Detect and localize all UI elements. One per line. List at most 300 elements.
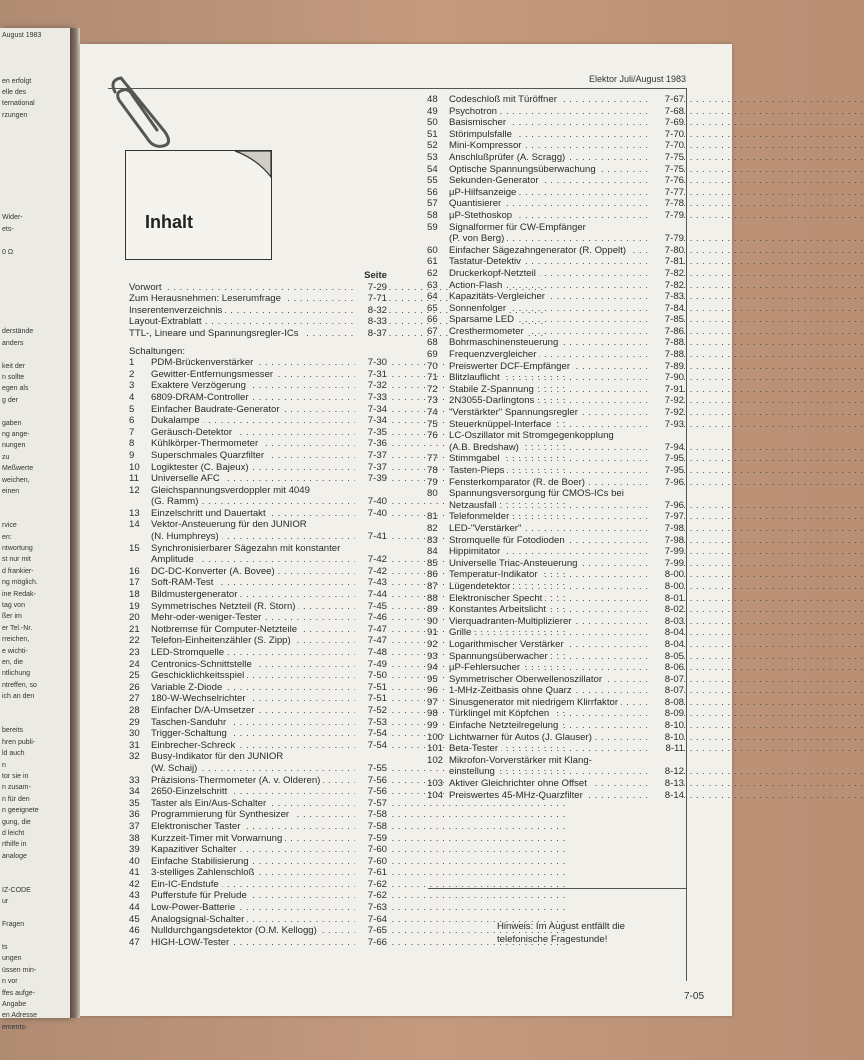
entry-title xyxy=(151,705,355,717)
left-page-line: ng ange- xyxy=(2,431,30,438)
left-page-line: hren publi- xyxy=(2,738,36,746)
entry-number: 97 xyxy=(427,696,438,708)
entry-number: 82 xyxy=(427,522,438,534)
entry-title-text: Sinusgenerator mit niedrigem Klirrfaktor xyxy=(449,697,621,708)
entry-title xyxy=(449,720,652,732)
toc-entry xyxy=(129,786,387,798)
left-page-line: Angabe xyxy=(2,1001,27,1008)
left-page-line: bereits xyxy=(2,727,24,735)
left-page-line: ternational xyxy=(2,100,35,108)
toc-entry xyxy=(129,496,387,508)
left-page-line: anders xyxy=(2,339,24,347)
entry-title-text: 180-W-Wechselrichter xyxy=(151,693,249,704)
entry-number: 100 xyxy=(427,731,444,743)
entry-title xyxy=(449,500,652,512)
entry-title-text: Einfache Netzteilregelung xyxy=(449,720,561,731)
entry-page: 7-83 xyxy=(652,291,684,303)
entry-title xyxy=(449,129,652,141)
entry-title xyxy=(449,140,652,152)
left-page-line: derstände xyxy=(2,328,34,336)
entry-number: 98 xyxy=(427,708,438,720)
toc-entry xyxy=(129,519,387,531)
binding-gutter xyxy=(70,28,80,1018)
entry-number: 42 xyxy=(129,878,140,890)
toc-entry xyxy=(427,662,684,674)
toc-entry xyxy=(427,755,684,767)
toc-entry xyxy=(427,280,684,292)
toc-entry xyxy=(427,604,684,616)
toc-entry xyxy=(129,450,387,462)
entry-page: 7-48 xyxy=(355,647,387,659)
toc-entry xyxy=(427,419,684,431)
entry-number: 31 xyxy=(129,739,140,751)
entry-title-text: Präzisions-Thermometer (A. v. Olderen) xyxy=(151,775,323,786)
entry-page: 7-36 xyxy=(355,438,387,450)
entry-number: 35 xyxy=(129,797,140,809)
entry-title xyxy=(151,485,355,497)
toc-entry xyxy=(129,682,387,694)
entry-number: 101 xyxy=(427,743,444,755)
entry-number: 93 xyxy=(427,650,438,662)
entry-number: 99 xyxy=(427,720,438,732)
toc-entry xyxy=(427,372,684,384)
entry-title xyxy=(129,328,355,340)
entry-title xyxy=(151,809,355,821)
entry-title xyxy=(449,361,652,373)
entry-number: 33 xyxy=(129,774,140,786)
entry-number: 90 xyxy=(427,615,438,627)
toc-entry xyxy=(129,693,387,705)
entry-page: 8-13 xyxy=(652,778,684,790)
toc-entry xyxy=(129,728,387,740)
entry-title-text: Mikrofon-Vorverstärker mit Klang- xyxy=(449,755,595,766)
entry-title-text: Kurzzeit-Timer mit Vorwarnung xyxy=(151,833,285,844)
entry-title-text: TTL-, Lineare und Spannungsregler-ICs xyxy=(129,328,302,339)
left-page-line: keit der xyxy=(2,362,25,370)
entry-title xyxy=(449,453,652,465)
entry-page: 7-40 xyxy=(355,508,387,520)
entry-number: 25 xyxy=(129,670,140,682)
entry-page: 7-47 xyxy=(355,624,387,636)
left-page-line: Fragen xyxy=(2,921,25,929)
toc-entry xyxy=(427,361,684,373)
entry-title-text: Gleichspannungsverdoppler mit 4049 xyxy=(151,485,313,496)
entry-number: 10 xyxy=(129,461,140,473)
left-page-line: tag von xyxy=(2,602,25,609)
entry-number: 43 xyxy=(129,890,140,902)
left-page-line: ld auch xyxy=(2,750,25,758)
left-page-line: d leicht xyxy=(2,830,25,837)
left-page-line: rzungen xyxy=(2,111,28,119)
entry-number: 2 xyxy=(129,368,135,380)
entry-title xyxy=(449,233,652,245)
toc-entry xyxy=(427,94,684,106)
left-page-line: n vor xyxy=(2,978,18,986)
entry-title-text: Ein-IC-Endstufe xyxy=(151,879,222,890)
entry-page: 8-11 xyxy=(652,743,684,755)
toc-entry xyxy=(427,593,684,605)
toc-entry xyxy=(427,743,684,755)
entry-title-text: Gewitter-Entfernungsmesser xyxy=(151,369,276,380)
entry-title-text: Spannungsversorgung für CMOS-ICs bei xyxy=(449,488,627,499)
entry-title xyxy=(449,175,652,187)
entry-title xyxy=(151,856,355,868)
entry-page: 7-76 xyxy=(652,175,684,187)
entry-page: 7-35 xyxy=(355,427,387,439)
entry-number: 11 xyxy=(129,473,139,485)
left-page-line: zu xyxy=(2,453,10,461)
toc-entry xyxy=(427,442,684,454)
entry-title xyxy=(151,763,355,775)
entry-title xyxy=(449,280,652,292)
entry-page: 7-88 xyxy=(652,349,684,361)
entry-title xyxy=(449,187,652,199)
entry-title xyxy=(449,303,652,315)
entry-number: 24 xyxy=(129,658,140,670)
entry-title-text: Mini-Kompressor xyxy=(449,140,525,151)
left-page-line: 0 Ω xyxy=(2,248,14,256)
entry-number: 32 xyxy=(129,751,140,763)
toc-entry xyxy=(427,326,684,338)
toc-entry xyxy=(427,569,684,581)
left-page-line: ur xyxy=(2,898,9,906)
left-page-line: ntreffen, so xyxy=(2,681,37,689)
toc-entry xyxy=(427,535,684,547)
entry-number: 78 xyxy=(427,465,438,476)
entry-page: 7-94 xyxy=(652,442,684,454)
entry-number: 50 xyxy=(427,117,438,129)
entry-title-text: Centronics-Schnittstelle xyxy=(151,659,255,670)
left-page-line: en erfolgt xyxy=(2,77,32,85)
entry-page: 8-12 xyxy=(652,766,684,778)
entry-title-text: Einzelschritt und Dauertakt xyxy=(151,508,269,519)
entry-title-text: Logiktester (C. Bajeux) xyxy=(151,462,252,473)
entry-number: 91 xyxy=(427,627,438,639)
entry-title xyxy=(449,581,652,593)
toc-entry xyxy=(427,129,684,141)
toc-entry xyxy=(427,384,684,396)
entry-title-text: Nulldurchgangsdetektor (O.M. Kellogg) xyxy=(151,925,320,936)
entry-title xyxy=(151,775,355,787)
entry-number: 89 xyxy=(427,604,438,616)
entry-number: 61 xyxy=(427,256,438,268)
toc-entry xyxy=(427,245,684,257)
entry-page: 7-43 xyxy=(355,577,387,589)
entry-page: 7-41 xyxy=(355,531,387,543)
entry-page: 7-69 xyxy=(652,117,684,129)
entry-title xyxy=(151,357,355,369)
entry-page: 8-02 xyxy=(652,604,684,616)
entry-number: 5 xyxy=(129,403,135,415)
entry-title-text: 2N3055-Darlingtons xyxy=(449,395,537,406)
entry-title xyxy=(449,430,652,442)
left-page-line: n geeignete xyxy=(2,807,39,815)
entry-title xyxy=(449,268,652,280)
left-page-line: st nur mit xyxy=(2,556,31,564)
toc-entry xyxy=(129,914,387,926)
entry-page: 7-75 xyxy=(652,152,684,164)
schaltungen-heading: Schaltungen: xyxy=(129,345,186,357)
toc-entry xyxy=(427,314,684,326)
entry-title xyxy=(151,438,355,450)
left-page-line: egen als xyxy=(2,385,29,393)
toc-entry xyxy=(427,430,684,442)
entry-title-text: Layout-Extrablatt xyxy=(129,316,205,327)
toc-entry xyxy=(427,778,684,790)
entry-title xyxy=(449,407,652,419)
left-page-line: en: xyxy=(2,533,12,541)
entry-title xyxy=(449,639,652,651)
left-page-line: ets- xyxy=(2,225,14,233)
entry-title-text: Symmetrischer Oberwellenoszillator xyxy=(449,674,605,685)
entry-title-text: Einfacher Sägezahngenerator (R. Oppelt) xyxy=(449,245,629,256)
entry-title xyxy=(449,766,652,778)
entry-title-text: Einbrecher-Schreck xyxy=(151,740,238,751)
left-page-line: ungen xyxy=(2,955,22,963)
entry-title-text: 3-stelliges Zahlenschloß xyxy=(151,867,257,878)
entry-number: 92 xyxy=(427,638,438,650)
entry-page: 7-60 xyxy=(355,856,387,868)
toc-entry xyxy=(129,798,387,810)
entry-title xyxy=(449,337,652,349)
entry-title-text: Elektronischer Taster xyxy=(151,821,243,832)
entry-number: 102 xyxy=(427,754,444,766)
entry-number: 44 xyxy=(129,902,140,914)
entry-page: 7-57 xyxy=(355,798,387,810)
entry-page: 7-45 xyxy=(355,601,387,613)
entry-page: 8-33 xyxy=(355,316,387,328)
entry-number: 18 xyxy=(129,589,140,601)
toc-entry xyxy=(129,543,387,555)
left-page-line: ements- xyxy=(2,1023,28,1031)
entry-page: 8-09 xyxy=(652,708,684,720)
toc-entry xyxy=(129,879,387,891)
toc-entry xyxy=(129,282,387,294)
entry-title xyxy=(449,372,652,384)
toc-entry xyxy=(129,462,387,474)
entry-title-text: Kapazitiver Schalter xyxy=(151,844,239,855)
toc-entry xyxy=(427,337,684,349)
toc-entry xyxy=(129,925,387,937)
entry-page: 7-55 xyxy=(355,763,387,775)
entry-title-text: einstellung xyxy=(449,766,498,777)
entry-title xyxy=(151,508,355,520)
front-matter-list xyxy=(129,282,387,340)
entry-title-text: LC-Oszillator mit Stromgegenkopplung xyxy=(449,430,617,441)
circuit-list-left xyxy=(129,357,387,948)
toc-entry xyxy=(129,717,387,729)
entry-title xyxy=(449,94,652,106)
entry-title-text: Sekunden-Generator xyxy=(449,175,542,186)
page-curl-icon xyxy=(233,149,273,179)
toc-entry xyxy=(129,821,387,833)
entry-page: 7-32 xyxy=(355,380,387,392)
entry-number: 96 xyxy=(427,685,438,697)
entry-title xyxy=(129,305,355,317)
entry-page: 7-64 xyxy=(355,914,387,926)
circuit-list-right xyxy=(427,94,684,801)
entry-page: 7-54 xyxy=(355,728,387,740)
entry-page: 7-30 xyxy=(355,357,387,369)
entry-page: 7-92 xyxy=(652,407,684,419)
toc-entry xyxy=(129,647,387,659)
entry-title xyxy=(449,755,652,767)
entry-page: 7-46 xyxy=(355,612,387,624)
toc-entry xyxy=(427,581,684,593)
entry-number: 22 xyxy=(129,635,140,647)
entry-page: 7-37 xyxy=(355,450,387,462)
entry-number: 51 xyxy=(427,128,438,140)
entry-page: 7-81 xyxy=(652,256,684,268)
left-page-line: rvice xyxy=(2,522,17,530)
entry-number: 64 xyxy=(427,291,438,303)
toc-entry xyxy=(427,407,684,419)
entry-title-text: Basismischer xyxy=(449,117,509,128)
entry-title xyxy=(449,152,652,164)
entry-page: 8-07 xyxy=(652,674,684,686)
entry-title-text: (W. Schaij) xyxy=(151,763,200,774)
entry-page: 7-80 xyxy=(652,245,684,257)
entry-title xyxy=(151,833,355,845)
entry-page: 7-88 xyxy=(652,337,684,349)
entry-page: 8-06 xyxy=(652,662,684,674)
page-number: 7-05 xyxy=(683,991,704,1002)
entry-page: 7-58 xyxy=(355,809,387,821)
entry-page: 7-33 xyxy=(355,392,387,404)
entry-number: 16 xyxy=(129,565,140,577)
entry-title xyxy=(151,890,355,902)
entry-title-text: Beta-Tester xyxy=(449,743,501,754)
toc-entry xyxy=(129,902,387,914)
toc-entry xyxy=(427,477,684,489)
entry-title-text: Trigger-Schaltung xyxy=(151,728,230,739)
entry-number: 95 xyxy=(427,673,438,685)
entry-title-text: Anschlußprüfer (A. Scragg) xyxy=(449,152,568,163)
entry-title xyxy=(449,222,652,234)
entry-title-text: Sparsame LED xyxy=(449,314,517,325)
toc-entry xyxy=(427,395,684,407)
entry-title xyxy=(151,925,355,937)
entry-page: 7-99 xyxy=(652,546,684,558)
entry-title xyxy=(151,740,355,752)
entry-number: 63 xyxy=(427,279,438,291)
entry-page: 7-62 xyxy=(355,890,387,902)
entry-number: 55 xyxy=(427,175,438,187)
entry-number: 14 xyxy=(129,519,140,531)
entry-page: 8-32 xyxy=(355,305,387,317)
entry-page: 7-95 xyxy=(652,453,684,465)
entry-number: 60 xyxy=(427,244,438,256)
entry-title xyxy=(449,778,652,790)
toc-entry xyxy=(129,635,387,647)
entry-title-text: Taster als Ein/Aus-Schalter xyxy=(151,798,269,809)
entry-title-text: Vektor-Ansteuerung für den JUNIOR xyxy=(151,519,310,530)
entry-title-text: Grille xyxy=(449,627,474,638)
toc-entry xyxy=(129,392,387,404)
toc-entry xyxy=(427,697,684,709)
entry-page: 7-66 xyxy=(355,937,387,949)
entry-title-text: Vierquadranten-Multiplizierer xyxy=(449,616,574,627)
entry-title-text: Zum Herausnehmen: Leserumfrage xyxy=(129,293,284,304)
entry-number: 76 xyxy=(427,430,438,442)
entry-number: 85 xyxy=(427,557,438,569)
entry-title-text: "Verstärkter" Spannungsregler xyxy=(449,407,581,418)
entry-title-text: Geschicklichkeitsspiel xyxy=(151,670,247,681)
toc-entry xyxy=(427,303,684,315)
entry-number: 80 xyxy=(427,488,438,500)
entry-title-text: Analogsignal-Schalter xyxy=(151,914,247,925)
entry-title xyxy=(151,937,355,949)
entry-title xyxy=(151,844,355,856)
entry-title xyxy=(151,798,355,810)
toc-entry xyxy=(129,751,387,763)
entry-title-text: Stimmgabel xyxy=(449,453,503,464)
entry-page: 7-50 xyxy=(355,670,387,682)
toc-entry xyxy=(427,766,684,778)
entry-title-text: µP-Hilfsanzeige xyxy=(449,187,519,198)
left-page xyxy=(0,28,70,1031)
entry-title-text: Blitzlauflicht xyxy=(449,372,503,383)
entry-number: 54 xyxy=(427,163,438,175)
entry-page: 8-37 xyxy=(355,328,387,340)
entry-page: 7-39 xyxy=(355,473,387,485)
entry-number: 3 xyxy=(129,380,135,392)
entry-page: 7-51 xyxy=(355,693,387,705)
toc-entry xyxy=(129,328,387,340)
left-page-line: rreichen, xyxy=(2,636,30,644)
entry-page: 7-97 xyxy=(652,511,684,523)
seite-label: Seite xyxy=(364,270,387,281)
toc-entry xyxy=(129,577,387,589)
toc-entry xyxy=(129,404,387,416)
entry-title xyxy=(449,558,652,570)
entry-page: 7-44 xyxy=(355,589,387,601)
entry-number: 73 xyxy=(427,395,438,407)
entry-title xyxy=(129,316,355,328)
toc-left-column xyxy=(129,270,387,948)
entry-number: 62 xyxy=(427,267,438,279)
entry-title-text: Stabile Z-Spannung xyxy=(449,384,537,395)
entry-title xyxy=(449,604,652,616)
entry-title-text: Exaktere Verzögerung xyxy=(151,380,249,391)
entry-number: 1 xyxy=(129,357,135,369)
toc-entry xyxy=(129,740,387,752)
entry-page: 7-71 xyxy=(355,293,387,305)
left-page-line: ng möglich. xyxy=(2,579,38,587)
left-page-line: ffes aufge- xyxy=(2,989,35,997)
entry-page: 7-68 xyxy=(652,106,684,118)
entry-title xyxy=(449,627,652,639)
entry-title xyxy=(449,511,652,523)
entry-number: 86 xyxy=(427,569,438,581)
entry-title xyxy=(129,282,355,294)
entry-number: 58 xyxy=(427,209,438,221)
entry-title-text: Konstantes Arbeitslicht xyxy=(449,604,549,615)
entry-title-text: Lichtwarner für Autos (J. Glauser) xyxy=(449,732,595,743)
entry-title xyxy=(151,659,355,671)
toc-entry xyxy=(427,164,684,176)
entry-title-text: Preiswertes 45-MHz-Quarzfilter xyxy=(449,790,586,801)
entry-title xyxy=(129,293,355,305)
entry-title-text: 6809-DRAM-Controller xyxy=(151,392,252,403)
entry-number: 28 xyxy=(129,704,140,716)
toc-entry xyxy=(129,890,387,902)
entry-title xyxy=(449,616,652,628)
entry-title xyxy=(449,697,652,709)
entry-title-text: (N. Humphreys) xyxy=(151,531,222,542)
entry-page: 7-56 xyxy=(355,775,387,787)
toc-entry xyxy=(129,473,387,485)
